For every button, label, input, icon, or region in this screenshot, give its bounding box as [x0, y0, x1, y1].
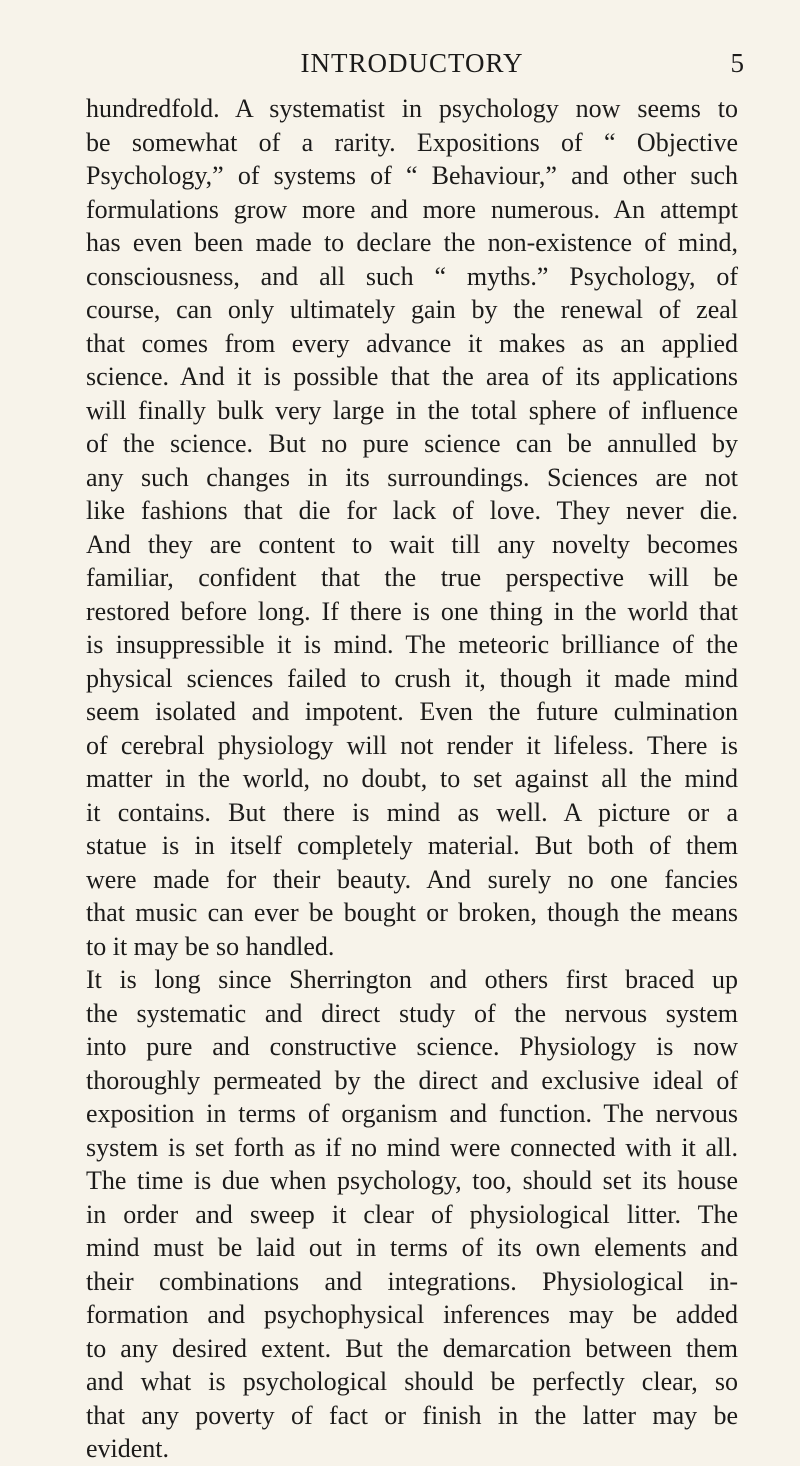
text-line: of the science. But no pure science can be annulled by [86, 429, 738, 458]
chapter-title: INTRODUCTORY [300, 48, 524, 78]
text-line: into pure and constructive science. Physiology is now [86, 1032, 738, 1061]
text-line: is insuppressible it is mind. The meteoric brilliance of the [86, 630, 738, 659]
text-line: formation and psychophysical inferences may be added [86, 1300, 738, 1329]
text-line: that comes from every advance it makes as an applied [86, 328, 738, 358]
text-line: that any poverty of fact or finish in the latter may be [86, 1400, 738, 1430]
text-line: familiar, confident that the true perspective will be [86, 563, 738, 592]
text-line: has even been made to declare the non-existence of mind, [86, 228, 738, 257]
text-line: matter in the world, no doubt, to set against all the mind [86, 764, 738, 793]
page-number: 5 [730, 48, 744, 78]
text-line: their combinations and integrations. Physiological in- [86, 1266, 738, 1296]
text-line: any such changes in its surroundings. Sciences are not [86, 462, 738, 492]
text-line: formulations grow more and more numerous. An attempt [86, 194, 738, 224]
text-line: in order and sweep it clear of physiological litter. The [86, 1199, 738, 1229]
body-text [86, 92, 738, 1466]
text-line: thoroughly permeated by the direct and exclusive ideal of [86, 1065, 738, 1095]
text-line: exposition in terms of organism and function. The nervous [86, 1099, 738, 1128]
text-line: will finally bulk very large in the total sphere of influence [86, 395, 738, 425]
paragraph [86, 92, 738, 963]
text-line: it contains. But there is mind as well. A picture or a [86, 797, 738, 827]
text-line: that music can ever be bought or broken, though the means [86, 898, 738, 927]
text-line: evident. [86, 1434, 170, 1463]
text-line: Psychology,” of systems of “ Behaviour,” and other such [86, 161, 738, 190]
text-line: system is set forth as if no mind were connected with it all. [86, 1132, 738, 1162]
text-line: to any desired extent. But the demarcation between them [86, 1333, 738, 1363]
text-line: physical sciences failed to crush it, though it made mind [86, 663, 738, 693]
text-line: It is long since Sherrington and others first braced up [86, 965, 738, 994]
text-line: the systematic and direct study of the nervous system [86, 998, 738, 1028]
text-line: seem isolated and impotent. Even the future culmination [86, 697, 738, 726]
text-line: The time is due when psychology, too, should set its house [86, 1166, 738, 1195]
text-line: restored before long. If there is one thing in the world that [86, 596, 738, 626]
paragraph [86, 963, 738, 1466]
text-line: and what is psychological should be perfectly clear, so [86, 1367, 738, 1396]
text-line: science. And it is possible that the area of its applications [86, 362, 738, 391]
text-line: of cerebral physiology will not render it lifeless. There is [86, 730, 738, 760]
running-head [86, 46, 744, 92]
text-line: be somewhat of a rarity. Expositions of “ Objective [86, 127, 738, 157]
text-line: statue is in itself completely material. But both of them [86, 831, 738, 860]
book-page [86, 46, 744, 1463]
text-line: to it may be so handled. [86, 931, 335, 961]
text-line: mind must be laid out in terms of its own elements and [86, 1233, 738, 1262]
text-line: hundredfold. A systematist in psychology now seems to [86, 94, 738, 123]
text-line: like fashions that die for lack of love. They never die. [86, 496, 738, 525]
text-line: consciousness, and all such “ myths.” Psychology, of [86, 261, 738, 291]
text-line: were made for their beauty. And surely no one fancies [86, 864, 738, 894]
text-line: And they are content to wait till any novelty becomes [86, 529, 738, 559]
text-line: course, can only ultimately gain by the renewal of zeal [86, 295, 738, 324]
